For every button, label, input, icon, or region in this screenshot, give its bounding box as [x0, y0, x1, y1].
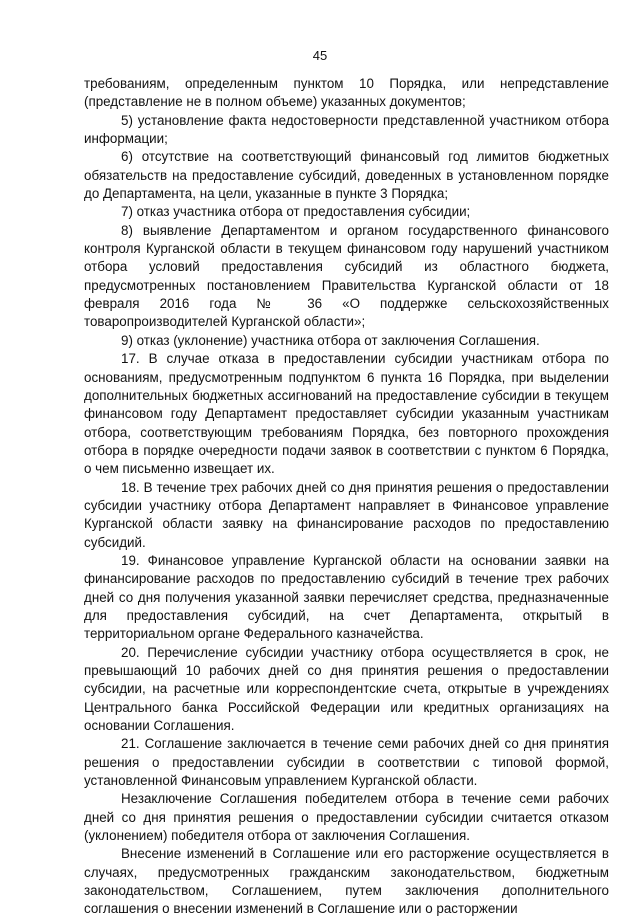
- paragraph-clause-17: 17. В случае отказа в предоставлении субсидии участникам отбора по основаниям, предусмотренным подпунктом 6 пункта 16 Порядка, при выделении дополнительных бюджетных ассигнований на предоставление субсидии в текущем финансовом году Департамент предоставляет субсидии указанным участникам отбора, соответствующим требованиям Порядка, без повторного прохождения отбора в порядке очередности подачи заявок в соответствии с пунктом 6 Порядка, о чем письменно извещает их.: [84, 351, 609, 477]
- paragraph-item-8: 8) выявление Департаментом и органом государственного финансового контроля Курганской области в текущем финансовом году нарушений участником отбора условий предоставления субсидий из областного бюджета, предусмотренных постановлением Правительства Курганской области от 18 февраля 2016 года № 36 «О поддержке сельскохозяйственных товаропроизводителей Курганской области»;: [84, 222, 609, 330]
- paragraph-clause-18: 18. В течение трех рабочих дней со дня принятия решения о предоставлении субсидии участнику отбора Департамент направляет в Финансовое управление Курганской области заявку на финансирование расходов по предоставлению субсидий.: [84, 479, 609, 550]
- paragraph-clause-20: 20. Перечисление субсидии участнику отбора осуществляется в срок, не превышающий 10 рабочих дней со дня принятия решения о предоставлении субсидии, на расчетные или корреспондентские счета, открытые в учреждениях Центрального банка Российской Федерации или кредитных организациях на основании Соглашения.: [84, 644, 609, 734]
- paragraph-item-5: 5) установление факта недостоверности представленной участником отбора информации;: [84, 112, 609, 147]
- page-number: 45: [312, 48, 328, 63]
- paragraph-amendments: Внесение изменений в Соглашение или его расторжение осуществляется в случаях, предусмотренных гражданским законодательством, бюджетным законодательством, Соглашением, путем заключения дополнительного соглашения о внесении изменений в Соглашение или о расторжении: [84, 846, 609, 917]
- paragraph-item-6: 6) отсутствие на соответствующий финансовый год лимитов бюджетных обязательств на предоставление субсидий, доведенных в установленном порядке до Департамента, на цели, указанные в пункте 3 Порядка;: [84, 149, 609, 202]
- paragraph-non-conclusion: Незаключение Соглашения победителем отбора в течение семи рабочих дней со дня принятия решения о предоставлении субсидии считается отказом (уклонением) победителя отбора от заключения Соглашения.: [84, 791, 609, 844]
- paragraph-continuation: требованиям, определенным пунктом 10 Порядка, или непредставление (представление не в полном объеме) указанных документов;: [84, 76, 609, 110]
- paragraph-clause-19: 19. Финансовое управление Курганской области на основании заявки на финансирование расходов по предоставлению субсидий в течение трех рабочих дней со дня получения указанной заявки перечисляет средства, предназначенные для предоставления субсидий, на счет Департамента, открытый в территориальном органе Федерального казначейства.: [84, 552, 609, 642]
- paragraph-clause-21: 21. Соглашение заключается в течение семи рабочих дней со дня принятия решения о предоставлении субсидии в соответствии с типовой формой, установленной Финансовым управлением Курганской области.: [84, 736, 609, 789]
- document-body: [84, 75, 609, 919]
- paragraph-item-7: 7) отказ участника отбора от предоставления субсидии;: [121, 204, 471, 220]
- paragraph-item-9: 9) отказ (уклонение) участника отбора от заключения Соглашения.: [121, 332, 540, 348]
